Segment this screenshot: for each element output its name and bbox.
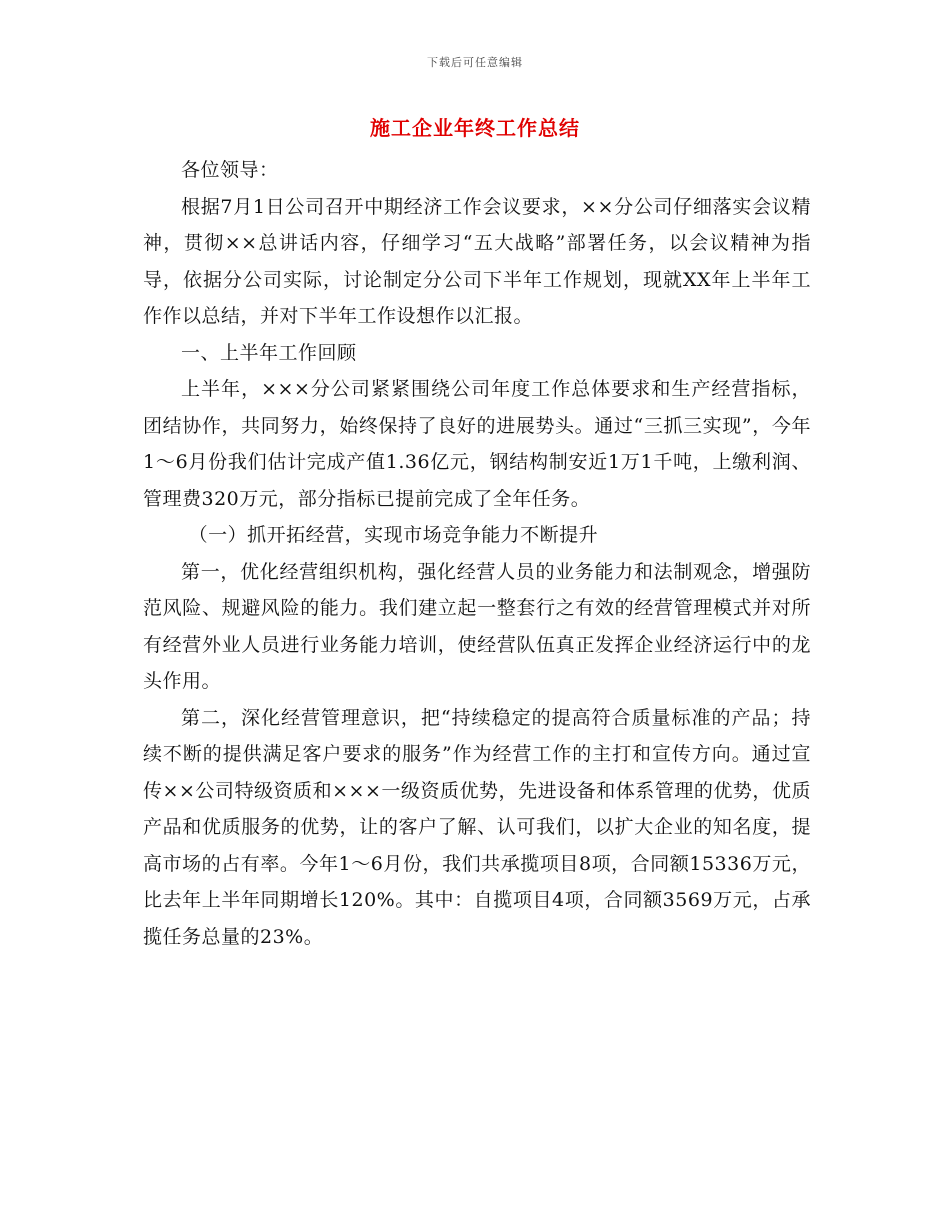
header-note: 下载后可任意编辑 [427,56,523,69]
point-one-paragraph: 第一，优化经营组织机构，强化经营人员的业务能力和法制观念，增强防范风险、规避风险的能力。我们建立起一整套行之有效的经营管理模式并对所有经营外业人员进行业务能力培训，使经营队伍真正发挥企业经济运行中的龙头作用。 [143,560,811,692]
subsection-heading: （一）抓开拓经营，实现市场竞争能力不断提升 [188,524,599,546]
document-body [143,152,811,955]
point-two-paragraph: 第二，深化经营管理意识，把“持续稳定的提高符合质量标准的产品；持续不断的提供满足客户要求的服务”作为经营工作的主打和宣传方向。通过宣传××公司特级资质和×××一级资质优势，先进设备和体系管理的优势，优质产品和优质服务的优势，让的客户了解、认可我们，以扩大企业的知名度，提高市场的占有率。今年1～6月份，我们共承揽项目8项，合同额15336万元，比去年上半年同期增长120%。其中：自揽项目4项，合同额3569万元，占承揽任务总量的23%。 [143,706,811,948]
section-heading: 一、上半年工作回顾 [181,341,357,364]
intro-paragraph: 根据7月1日公司召开中期经济工作会议要求，××分公司仔细落实会议精神，贯彻××总讲话内容，仔细学习“五大战略”部署任务，以会议精神为指导，依据分公司实际，讨论制定分公司下半年工作规划，现就XX年上半年工作作以总结，并对下半年工作设想作以汇报。 [143,195,811,327]
salutation: 各位领导： [181,159,279,181]
document-title: 施工企业年终工作总结 [370,116,580,140]
review-paragraph: 上半年，×××分公司紧紧围绕公司年度工作总体要求和生产经营指标，团结协作，共同努力，始终保持了良好的进展势头。通过“三抓三实现”，今年1～6月份我们估计完成产值1.36亿元，钢结构制安近1万1千吨，上缴利润、管理费320万元，部分指标已提前完成了全年任务。 [143,378,811,510]
